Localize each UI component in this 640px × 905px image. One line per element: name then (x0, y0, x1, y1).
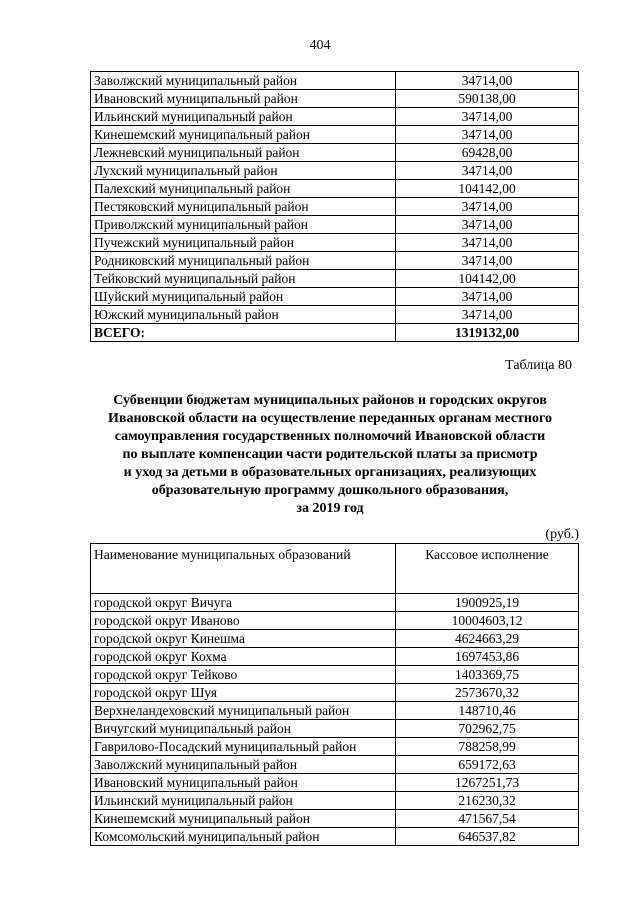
row-value-cell: 34714,00 (396, 216, 579, 234)
table-row (91, 828, 579, 846)
row-value-cell: 2573670,32 (396, 684, 579, 702)
row-name-cell: Кинешемский муниципальный район (91, 810, 396, 828)
row-value-cell: 69428,00 (396, 144, 579, 162)
table-row (91, 144, 579, 162)
row-name-cell: Лежневский муниципальный район (91, 144, 396, 162)
row-name-cell: Заволжский муниципальный район (91, 756, 396, 774)
row-name-cell: Тейковский муниципальный район (91, 270, 396, 288)
table-title (80, 392, 580, 518)
row-value-cell: 34714,00 (396, 234, 579, 252)
header-value-cell: Кассовое исполнение (396, 544, 579, 594)
row-name-cell: Ивановский муниципальный район (91, 90, 396, 108)
row-value-cell: 34714,00 (396, 162, 579, 180)
row-name-cell: городской округ Кохма (91, 648, 396, 666)
row-value-cell: 34714,00 (396, 198, 579, 216)
table-row (91, 738, 579, 756)
row-name-cell: Заволжский муниципальный район (91, 72, 396, 90)
row-value-cell: 34714,00 (396, 126, 579, 144)
row-name-cell: Ивановский муниципальный район (91, 774, 396, 792)
row-name-cell: городской округ Тейково (91, 666, 396, 684)
table-row (91, 198, 579, 216)
row-name-cell: Родниковский муниципальный район (91, 252, 396, 270)
table-total-row (91, 324, 579, 342)
row-value-cell: 1267251,73 (396, 774, 579, 792)
row-value-cell: 659172,63 (396, 756, 579, 774)
table-row (91, 234, 579, 252)
table-row (91, 684, 579, 702)
row-value-cell: 104142,00 (396, 270, 579, 288)
table-row (91, 270, 579, 288)
row-value-cell: 34714,00 (396, 252, 579, 270)
title-line: за 2019 год (296, 501, 364, 516)
row-value-cell: 34714,00 (396, 108, 579, 126)
table-row (91, 612, 579, 630)
row-name-cell: Пучежский муниципальный район (91, 234, 396, 252)
title-line: Субвенции бюджетам муниципальных районов и городских округов (113, 393, 547, 408)
table-row (91, 90, 579, 108)
row-value-cell: 104142,00 (396, 180, 579, 198)
table-row (91, 702, 579, 720)
title-line: Ивановской области на осуществление переданных органам местного (108, 411, 552, 426)
table-row (91, 162, 579, 180)
table-row (91, 720, 579, 738)
row-value-cell: 1319132,00 (396, 324, 579, 342)
table-row (91, 108, 579, 126)
row-name-cell: Лухский муниципальный район (91, 162, 396, 180)
row-value-cell: 216230,32 (396, 792, 579, 810)
page-number: 404 (309, 38, 331, 53)
row-value-cell: 34714,00 (396, 72, 579, 90)
row-name-cell: Кинешемский муниципальный район (91, 126, 396, 144)
table-row (91, 594, 579, 612)
row-value-cell: 148710,46 (396, 702, 579, 720)
row-value-cell: 788258,99 (396, 738, 579, 756)
table-row (91, 216, 579, 234)
table-row (91, 306, 579, 324)
row-name-cell: Южский муниципальный район (91, 306, 396, 324)
row-name-cell: Ильинский муниципальный район (91, 108, 396, 126)
table-row (91, 252, 579, 270)
table-caption: Таблица 80 (505, 358, 572, 373)
row-value-cell: 1403369,75 (396, 666, 579, 684)
row-value-cell: 1900925,19 (396, 594, 579, 612)
row-value-cell: 1697453,86 (396, 648, 579, 666)
row-value-cell: 10004603,12 (396, 612, 579, 630)
title-line: по выплате компенсации части родительской платы за присмотр (122, 447, 538, 462)
row-name-cell: Вичугский муниципальный район (91, 720, 396, 738)
row-name-cell: городской округ Вичуга (91, 594, 396, 612)
row-name-cell: Ильинский муниципальный район (91, 792, 396, 810)
row-name-cell: Приволжский муниципальный район (91, 216, 396, 234)
row-value-cell: 34714,00 (396, 288, 579, 306)
row-name-cell: Шуйский муниципальный район (91, 288, 396, 306)
row-name-cell: Комсомольский муниципальный район (91, 828, 396, 846)
row-value-cell: 4624663,29 (396, 630, 579, 648)
table-previous-allocations (90, 71, 579, 342)
title-line: самоуправления государственных полномочий Ивановской области (114, 429, 546, 444)
row-name-cell: Пестяковский муниципальный район (91, 198, 396, 216)
row-name-cell: Верхнеландеховский муниципальный район (91, 702, 396, 720)
row-name-cell: Гаврилово-Посадский муниципальный район (91, 738, 396, 756)
title-line: и уход за детьми в образовательных организациях, реализующих (123, 465, 537, 480)
header-name-cell: Наименование муниципальных образований (91, 544, 396, 594)
table-row (91, 126, 579, 144)
table-row (91, 756, 579, 774)
table-row (91, 288, 579, 306)
table-row (91, 792, 579, 810)
row-name-cell: городской округ Иваново (91, 612, 396, 630)
row-name-cell: ВСЕГО: (91, 324, 396, 342)
table-row (91, 630, 579, 648)
table-row (91, 648, 579, 666)
row-value-cell: 590138,00 (396, 90, 579, 108)
table-row (91, 774, 579, 792)
row-value-cell: 471567,54 (396, 810, 579, 828)
row-value-cell: 646537,82 (396, 828, 579, 846)
table-header-row (91, 544, 579, 594)
title-line: образовательную программу дошкольного образования, (151, 483, 509, 498)
row-name-cell: городской округ Шуя (91, 684, 396, 702)
table-row (91, 666, 579, 684)
table-compensation-subventions (90, 543, 579, 846)
row-name-cell: городской округ Кинешма (91, 630, 396, 648)
currency-unit: (руб.) (545, 527, 579, 542)
row-name-cell: Палехский муниципальный район (91, 180, 396, 198)
row-value-cell: 34714,00 (396, 306, 579, 324)
row-value-cell: 702962,75 (396, 720, 579, 738)
table-row (91, 72, 579, 90)
table-row (91, 810, 579, 828)
table-row (91, 180, 579, 198)
